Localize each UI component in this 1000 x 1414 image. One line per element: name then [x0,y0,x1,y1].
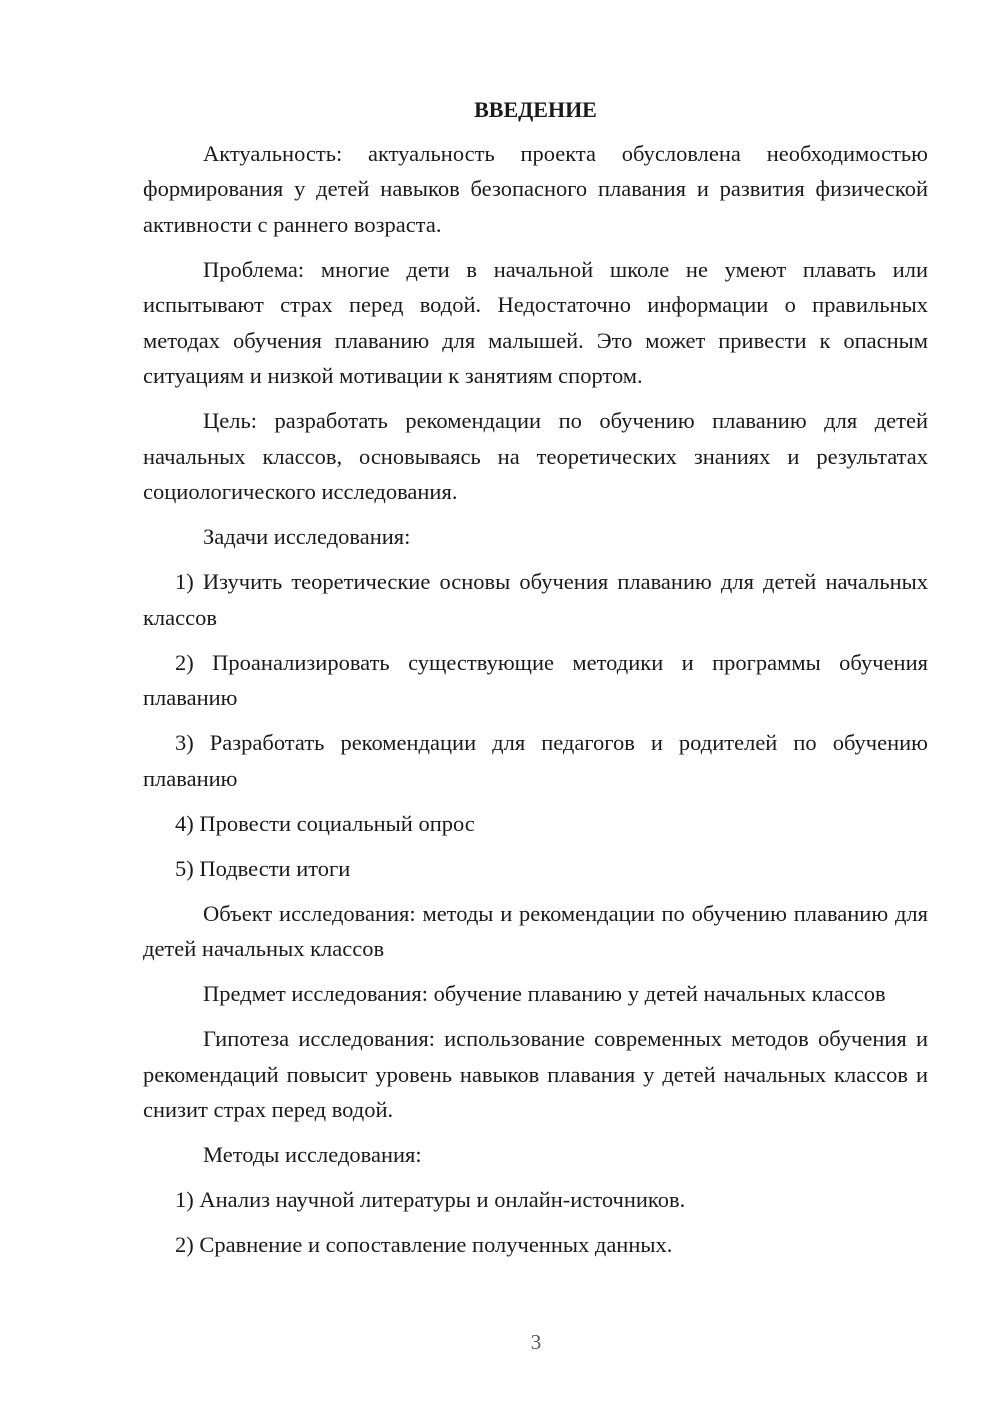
paragraph-goal: Цель: разработать рекомендации по обучению плаванию для детей начальных классов, основываясь на теоретических знаниях и результатах социологического исследования. [143,408,928,504]
paragraph-object: Объект исследования: методы и рекомендации по обучению плаванию для детей начальных классов [143,900,928,961]
tasks-heading: Задачи исследования: [203,524,411,549]
paragraph-subject: Предмет исследования: обучение плаванию у детей начальных классов [203,981,886,1006]
page-content [143,92,928,1272]
paragraph-relevance: Актуальность: актуальность проекта обусловлена необходимостью формирования у детей навыков безопасного плавания и развития физической активности с раннего возраста. [143,140,928,237]
method-item-1: 1) Анализ научной литературы и онлайн-источников. [175,1187,686,1212]
methods-heading: Методы исследования: [203,1142,422,1167]
task-item-4: 4) Провести социальный опрос [175,810,475,836]
paragraph-hypothesis: Гипотеза исследования: использование современных методов обучения и рекомендаций повысит уровень навыков плавания у детей начальных классов и снизит страх перед водой. [143,1026,928,1122]
task-item-3: 3) Разработать рекомендации для педагогов и родителей по обучению плаванию [143,730,928,791]
page-title: ВВЕДЕНИЕ [474,97,597,122]
task-item-1: 1) Изучить теоретические основы обучения плаванию для детей начальных классов [143,569,928,630]
task-item-5: 5) Подвести итоги [175,855,351,881]
method-item-2: 2) Сравнение и сопоставление полученных данных. [175,1232,673,1257]
page-number: 3 [530,1330,542,1354]
task-item-2: 2) Проанализировать существующие методики и программы обучения плаванию [143,649,928,710]
paragraph-problem: Проблема: многие дети в начальной школе не умеют плавать или испытывают страх перед водой. Недостаточно информации о правильных методах обучения плаванию для малышей. Это может привести к опасным ситуациям и низкой мотивации к занятиям спортом. [143,256,928,388]
